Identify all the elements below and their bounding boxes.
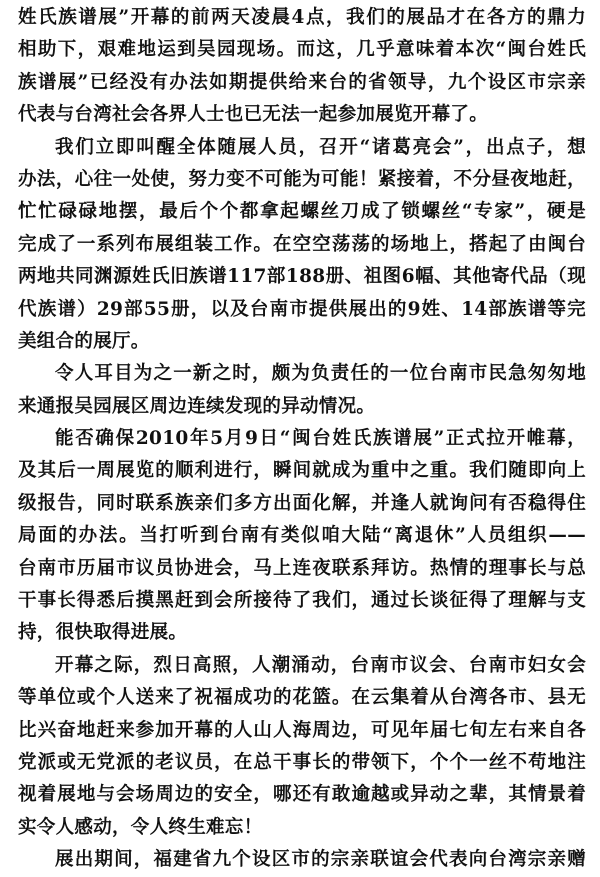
text-line: 两地共同渊源姓氏旧族谱117部188册、祖图6幅、其他寄代品（现 <box>18 266 586 288</box>
text-line: 比兴奋地赶来参加开幕的人山人海周边，可见年届七旬左右来自各 <box>18 719 586 741</box>
text-line: 能否确保2010年5月9日“闽台姓氏族谱展”正式拉开帷幕， <box>55 428 586 450</box>
document-page <box>18 2 586 877</box>
text-line: 美组合的展厅。 <box>18 330 150 352</box>
text-line: 开幕之际，烈日高照，人潮涌动，台南市议会、台南市妇女会 <box>55 654 586 676</box>
text-line: 来通报吴园展区周边连续发现的异动情况。 <box>18 395 376 417</box>
text-line: 台南市历届市议员协进会，马上连夜联系拜访。热情的理事长与总 <box>18 557 586 579</box>
text-line: 忙忙碌碌地摆，最后个个都拿起螺丝刀成了锁螺丝“专家”，硬是 <box>18 201 586 223</box>
text-line: 视着展地与会场周边的安全，哪还有敢逾越或异动之辈，其情景着 <box>18 784 586 806</box>
text-line: 局面的办法。当打听到台南有类似咱大陆“离退休”人员组织—— <box>18 525 586 547</box>
text-line: 干事长得悉后摸黑赶到会所接待了我们，通过长谈征得了理解与支 <box>18 590 586 612</box>
text-line: 实令人感动，令人终生难忘！ <box>18 816 263 838</box>
text-line: 党派或无党派的老议员，在总干事长的带领下，个个一丝不苟地注 <box>18 751 586 773</box>
text-line: 代族谱）29部55册，以及台南市提供展出的9姓、14部族谱等完 <box>18 298 586 320</box>
text-line: 完成了一系列布展组装工作。在空空荡荡的场地上，搭起了由闽台 <box>18 233 586 255</box>
text-line: 代表与台湾社会各界人士也已无法一起参加展览开幕了。 <box>18 104 489 126</box>
text-line: 相助下，艰难地运到吴园现场。而这，几乎意味着本次“闽台姓氏 <box>18 39 586 61</box>
text-line: 办法，心往一处使，努力变不可能为可能！紧接着，不分昼夜地赶， <box>18 168 586 190</box>
text-line: 及其后一周展览的顺利进行，瞬间就成为重中之重。我们随即向上 <box>18 460 586 482</box>
text-line: 姓氏族谱展”开幕的前两天凌晨4点，我们的展品才在各方的鼎力 <box>18 7 586 28</box>
text-line: 令人耳目为之一新之时，颇为负责任的一位台南市民急匆匆地 <box>55 363 586 385</box>
text-line: 我们立即叫醒全体随展人员，召开“诸葛亮会”，出点子，想 <box>55 136 586 158</box>
text-line: 展出期间，福建省九个设区市的宗亲联谊会代表向台湾宗亲赠 <box>55 849 586 871</box>
text-line: 级报告，同时联系族亲们多方出面化解，并逢人就询问有否稳得住 <box>18 492 586 514</box>
text-line: 持，很快取得进展。 <box>18 622 188 644</box>
text-line: 族谱展”已经没有办法如期提供给来台的省领导，九个设区市宗亲 <box>18 71 586 93</box>
text-line: 等单位或个人送来了祝福成功的花篮。在云集着从台湾各市、县无 <box>18 687 586 709</box>
